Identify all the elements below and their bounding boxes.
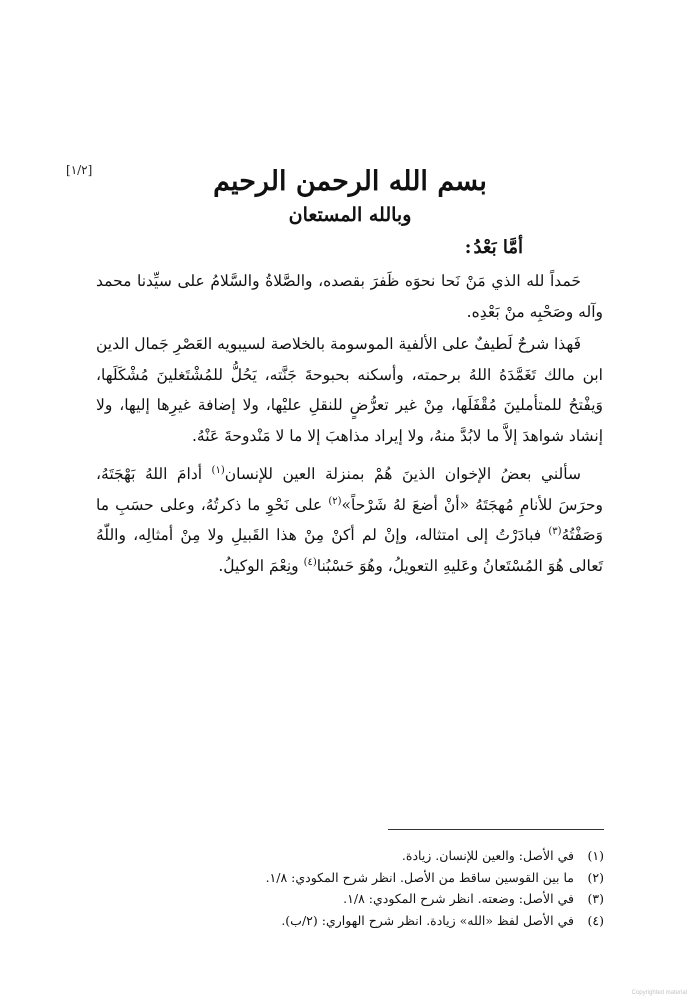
paragraph-request-part-4: فبادَرْتُ إلى امتثاله، وإنْ لم أكنْ مِنْ هذا القَبيلِ ولا مِنْ أمثالِه، واللّهُ تَعالى هُوَ المُسْتَعانُ وعَليهِ التعويلُ، وهُوَ حَسْبُنا <box>96 526 603 575</box>
footnote-text: في الأصل لفظ «الله» زيادة. انظر شرح الهواري: (٢/ب). <box>281 912 575 928</box>
footnote-number: (٤) <box>587 912 604 928</box>
footnote-ref-1[interactable]: (١) <box>211 464 225 476</box>
folio-marker: [١/٢] <box>66 163 93 177</box>
footnote-number: (١) <box>587 848 604 863</box>
body-text <box>96 266 603 581</box>
footnote-text: في الأصل: وضعته. انظر شرح المكودي: ١/٨. <box>343 891 575 906</box>
footnote <box>220 867 604 889</box>
paragraph-request-part-2: أدامَ اللهُ بَهْجَتَهُ، وحرَسَ للأنامِ مُهجَتَهُ «أنْ أضعَ لهُ شَرْحاً» <box>96 465 603 514</box>
footnote-ref-2[interactable]: (٢) <box>328 495 342 507</box>
footnote-number: (٣) <box>587 891 604 906</box>
footnote-text: في الأصل: والعين للإنسان. زيادة. <box>401 848 575 863</box>
footnote <box>220 888 604 910</box>
opening-text: أمَّا بَعْدُ <box>473 237 523 258</box>
footnote-number: (٢) <box>587 869 604 885</box>
paragraph-request-part-1: سألني بعضُ الإخوان الذينَ هُمْ بمنزلة العين للإنسان <box>224 465 581 483</box>
opening-colon: : <box>464 237 472 258</box>
subheading: وبالله المستعان <box>288 204 412 226</box>
footnotes <box>220 845 604 931</box>
paragraph-request-part-3: على نَحْوِ ما ذكرتُهُ، وعلى حسَبِ ما وَصَفْتُهُ <box>96 495 603 544</box>
paragraph-request-part-5: ونِعْمَ الوكيلُ. <box>218 556 304 575</box>
footnote-ref-4[interactable]: (٤) <box>303 556 317 568</box>
opening-phrase <box>465 235 523 261</box>
footnote-divider <box>388 829 604 830</box>
footnote <box>220 910 604 932</box>
copyright-watermark: Copyrighted material <box>631 990 687 996</box>
paragraph-intro: فَهذا شرحٌ لَطيفٌ على الألفية الموسومة بالخلاصة لسيبويه العَصْرِ جَمال الدين ابن مالك تَغَمَّدَهُ اللهُ برحمته، وأسكنه بحبوحةَ جَنَّته، يَحُلُّ للمُشْتَغلينَ مُشْكَلَها، وَيفْتحُ للمتأملينَ مُقْفَلَها، مِنْ غير تعرُّضٍ للنقلِ عليْها، ولا إضافة غيرِها إليها، ولا إنشاد شواهدَ إلاَّ ما لابُدَّ منهُ، ولا إيراد مذاهبَ إلا ما لا مَنْدوحةَ عَنْهُ. <box>96 335 603 445</box>
footnote <box>220 845 604 867</box>
paragraph-praise: حَمداً لله الذي مَنْ نَحا نحوَه ظَفرَ بقصده، والصَّلاةُ والسَّلامُ على سيِّدنا محمد وآله وصَحْبِه منْ بَعْدِه. <box>96 272 603 321</box>
paragraph-request <box>96 459 603 581</box>
footnote-text: ما بين القوسين ساقط من الأصل. انظر شرح المكودي: ١/٨. <box>265 869 575 885</box>
basmala-heading: بسم الله الرحمن الرحيم <box>213 166 487 197</box>
footnote-ref-3[interactable]: (٣) <box>548 525 562 537</box>
